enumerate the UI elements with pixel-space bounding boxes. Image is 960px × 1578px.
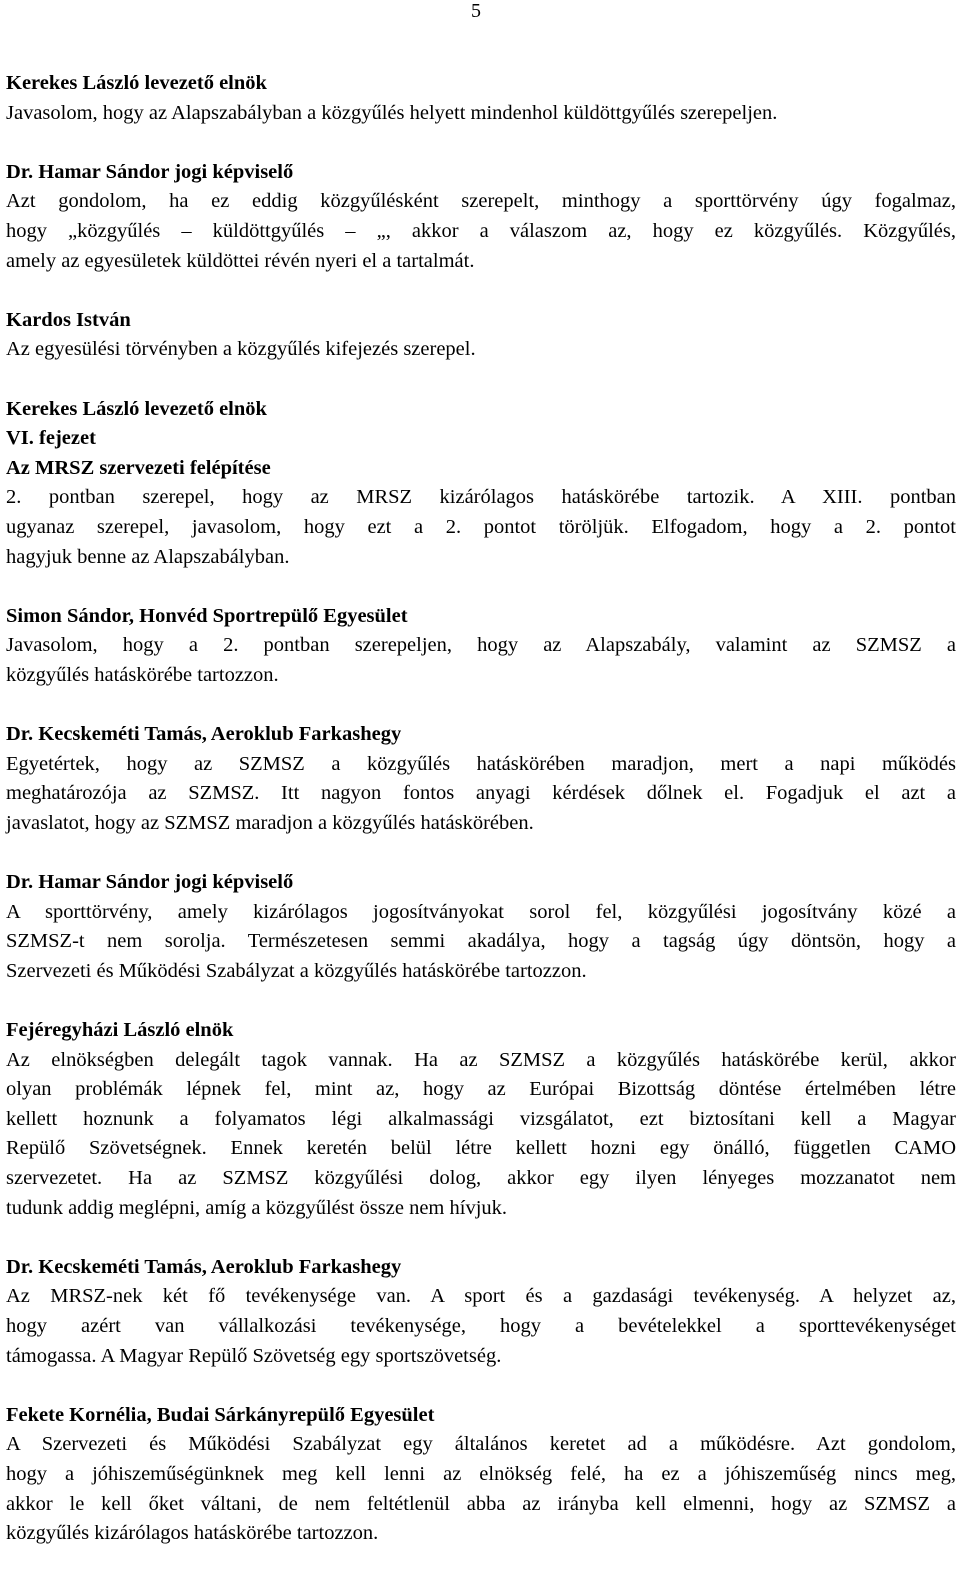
paragraph-line: közgyűlés kizárólagos hatáskörébe tartozzon. xyxy=(6,1522,379,1545)
paragraph-line: hagyjuk benne az Alapszabályban. xyxy=(6,545,290,568)
paragraph-line: szervezetet. Ha az SZMSZ közgyűlési dolog, akkor egy ilyen lényeges mozzanatot nem xyxy=(6,1166,956,1189)
paragraph-line: Azt gondolom, ha ez eddig közgyűlésként szerepelt, minthogy a sporttörvény úgy fogalmaz, xyxy=(6,190,956,213)
speech-section xyxy=(6,158,956,276)
paragraph-line: akkor le kell őket váltani, de nem feltétlenül abba az irányba kell elmenni, hogy az SZMSZ a xyxy=(6,1492,956,1515)
paragraph-line: Egyetértek, hogy az SZMSZ a közgyűlés hatáskörében maradjon, mert a napi működés xyxy=(6,752,956,775)
speech-section xyxy=(6,868,956,986)
page-number: 5 xyxy=(471,0,481,22)
paragraph-line: A sporttörvény, amely kizárólagos jogosítványokat sorol fel, közgyűlési jogosítvány közé a xyxy=(6,900,956,923)
speech-section xyxy=(6,395,956,573)
paragraph-line: tudunk addig meglépni, amíg a közgyűlést össze nem hívjuk. xyxy=(6,1196,508,1219)
paragraph-line: Az egyesülési törvényben a közgyűlés kifejezés szerepel. xyxy=(6,338,476,361)
speaker-name: Simon Sándor, Honvéd Sportrepülő Egyesület xyxy=(6,604,408,627)
paragraph-line: javaslatot, hogy az SZMSZ maradjon a közgyűlés hatáskörében. xyxy=(6,811,534,834)
speech-section xyxy=(6,602,956,691)
paragraph-line: kellett hoznunk a folyamatos légi alkalmassági vizsgálatot, ezt biztosítani kell a Magyar xyxy=(6,1107,956,1130)
paragraph-line: közgyűlés hatáskörébe tartozzon. xyxy=(6,663,279,686)
speech-section xyxy=(6,306,956,365)
speaker-name: Fekete Kornélia, Budai Sárkányrepülő Egyesület xyxy=(6,1403,435,1426)
paragraph-line: Javasolom, hogy az Alapszabályban a közgyűlés helyett mindenhol küldöttgyűlés szerepeljen. xyxy=(6,101,778,124)
paragraph-line: meghatározója az SZMSZ. Itt nagyon fontos anyagi kérdések dőlnek el. Fogadjuk el azt a xyxy=(6,782,956,805)
speech-section xyxy=(6,1016,956,1223)
speaker-name: Dr. Hamar Sándor jogi képviselő xyxy=(6,160,294,183)
speech-section xyxy=(6,1401,956,1549)
speaker-name: Kerekes László levezető elnök xyxy=(6,397,267,420)
speech-section xyxy=(6,720,956,838)
document-body xyxy=(6,69,956,1578)
paragraph-line: olyan problémák lépnek fel, mint az, hogy az Európai Bizottság döntése értelmében létre xyxy=(6,1078,956,1101)
speaker-name: Kerekes László levezető elnök xyxy=(6,72,267,94)
paragraph-line: Az MRSZ-nek két fő tevékenysége van. A sport és a gazdasági tevékenység. A helyzet az, xyxy=(6,1285,956,1308)
paragraph-line: Javasolom, hogy a 2. pontban szerepeljen, hogy az Alapszabály, valamint az SZMSZ a xyxy=(6,634,956,657)
speaker-name: Fejéregyházi László elnök xyxy=(6,1019,234,1041)
section-heading: Az MRSZ szervezeti felépítése xyxy=(6,456,271,479)
paragraph-line: hogy azért van vállalkozási tevékenysége, hogy a bevételekkel a sporttevékenységet xyxy=(6,1314,956,1337)
paragraph-line: Szervezeti és Működési Szabályzat a közgyűlés hatáskörébe tartozzon. xyxy=(6,959,587,982)
paragraph-line: Az elnökségben delegált tagok vannak. Ha az SZMSZ a közgyűlés hatáskörébe kerül, akkor xyxy=(6,1048,956,1071)
paragraph-line: hogy a jóhiszeműségünknek meg kell lenni az elnökség felé, ha ez a jóhiszeműség nincs meg, xyxy=(6,1462,956,1485)
speaker-name: Dr. Kecskeméti Tamás, Aeroklub Farkashegy xyxy=(6,723,402,746)
speech-section xyxy=(6,1253,956,1371)
paragraph-line: támogassa. A Magyar Repülő Szövetség egy sportszövetség. xyxy=(6,1344,502,1367)
paragraph-line: SZMSZ-t nem sorolja. Természetesen semmi akadálya, hogy a tagság úgy döntsön, hogy a xyxy=(6,930,956,953)
speech-section xyxy=(6,69,956,128)
paragraph-line: Repülő Szövetségnek. Ennek keretén belül létre kellett hozni egy önálló, független CAMO xyxy=(6,1137,956,1160)
paragraph-line: hogy „közgyűlés – küldöttgyűlés – „, akkor a válaszom az, hogy ez közgyűlés. Közgyűlés, xyxy=(6,219,956,242)
speaker-name: Kardos István xyxy=(6,308,131,331)
paragraph-line: 2. pontban szerepel, hogy az MRSZ kizárólagos hatáskörébe tartozik. A XIII. pontban xyxy=(6,486,956,509)
paragraph-line: A Szervezeti és Működési Szabályzat egy általános keretet ad a működésre. Azt gondolom, xyxy=(6,1433,956,1456)
paragraph-line: amely az egyesületek küldöttei révén nyeri el a tartalmát. xyxy=(6,249,475,272)
speaker-name: Dr. Hamar Sándor jogi képviselő xyxy=(6,871,294,894)
paragraph-line: ugyanaz szerepel, javasolom, hogy ezt a 2. pontot töröljük. Elfogadom, hogy a 2. pontot xyxy=(6,515,956,538)
speaker-name: Dr. Kecskeméti Tamás, Aeroklub Farkashegy xyxy=(6,1255,402,1278)
section-heading: VI. fejezet xyxy=(6,427,96,450)
